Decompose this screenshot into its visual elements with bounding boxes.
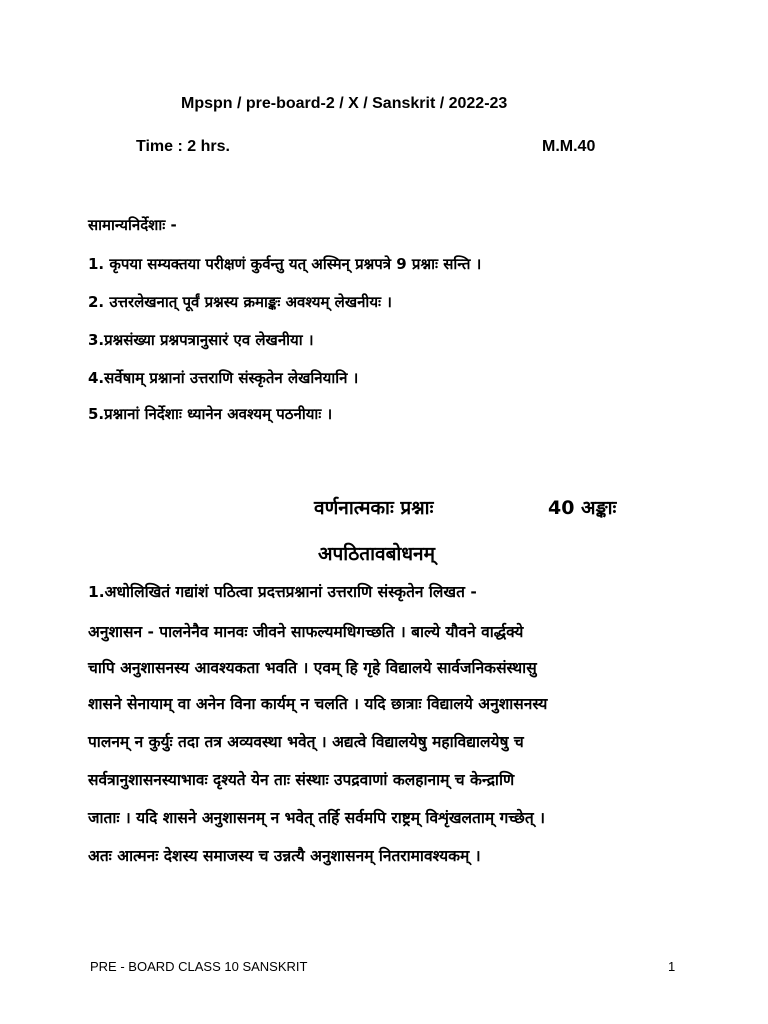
section-marks: 40 अङ्काः: [548, 497, 617, 519]
passage-line-6: जाताः । यदि शासने अनुशासनम् न भवेत् तर्हि सर्वमपि राष्ट्रम् विशृंखलताम् गच्छेत् ।: [88, 809, 545, 827]
question-prompt: 1.अधोलिखितं गद्यांशं पठित्वा प्रदत्तप्रश्नानां उत्तराणि संस्कृतेन लिखत -: [88, 583, 477, 601]
passage-line-3: शासने सेनायाम् वा अनेन विना कार्यम् न चलति । यदि छात्राः विद्यालये अनुशासनस्य: [88, 695, 548, 713]
instruction-item-3: 3.प्रश्नसंख्या प्रश्नपत्रानुसारं एव लेखनीया ।: [88, 331, 314, 349]
maximum-marks: M.M.40: [542, 138, 596, 155]
passage-line-4: पालनम् न कुर्युः तदा तत्र अव्यवस्था भवेत् । अद्यत्वे विद्यालयेषु महाविद्यालयेषु च: [88, 733, 524, 751]
time-allowed: Time : 2 hrs.: [136, 138, 230, 155]
passage-line-1: अनुशासन - पालनेनैव मानवः जीवने साफल्यमधिगच्छति । बाल्ये यौवने वार्द्धक्ये: [88, 623, 524, 641]
instructions-heading: सामान्यनिर्देशाः -: [88, 216, 177, 234]
instruction-item-2: 2. उत्तरलेखनात् पूर्वं प्रश्नस्य क्रमाङ्कः अवश्यम् लेखनीयः ।: [88, 293, 392, 311]
passage-line-7: अतः आत्मनः देशस्य समाजस्य च उन्नत्यै अनुशासनम् नितरामावश्यकम् ।: [88, 847, 481, 865]
instruction-item-5: 5.प्रश्नानां निर्देशाः ध्यानेन अवश्यम् पठनीयाः ।: [88, 405, 333, 423]
passage-line-5: सर्वत्रानुशासनस्याभावः दृश्यते येन ताः संस्थाः उपद्रवाणां कलहानाम् च केन्द्राणि: [88, 771, 515, 789]
section-subtitle: अपठितावबोधनम्: [318, 543, 435, 565]
footer-label: PRE - BOARD CLASS 10 SANSKRIT: [90, 959, 308, 974]
instruction-item-4: 4.सर्वेषाम् प्रश्नानां उत्तराणि संस्कृतेन लेखनियानि ।: [88, 369, 359, 387]
paper-title: Mpspn / pre-board-2 / X / Sanskrit / 2022-23: [181, 95, 508, 112]
instruction-item-1: 1. कृपया सम्यक्तया परीक्षणं कुर्वन्तु यत् अस्मिन् प्रश्नपत्रे 9 प्रश्नाः सन्ति ।: [88, 255, 482, 273]
passage-line-2: चापि अनुशासनस्य आवश्यकता भवति । एवम् हि गृहे विद्यालये सार्वजनिकसंस्थासु: [88, 659, 537, 677]
page-number: 1: [668, 959, 676, 974]
section-title: वर्णनात्मकाः प्रश्नाः: [314, 497, 434, 519]
